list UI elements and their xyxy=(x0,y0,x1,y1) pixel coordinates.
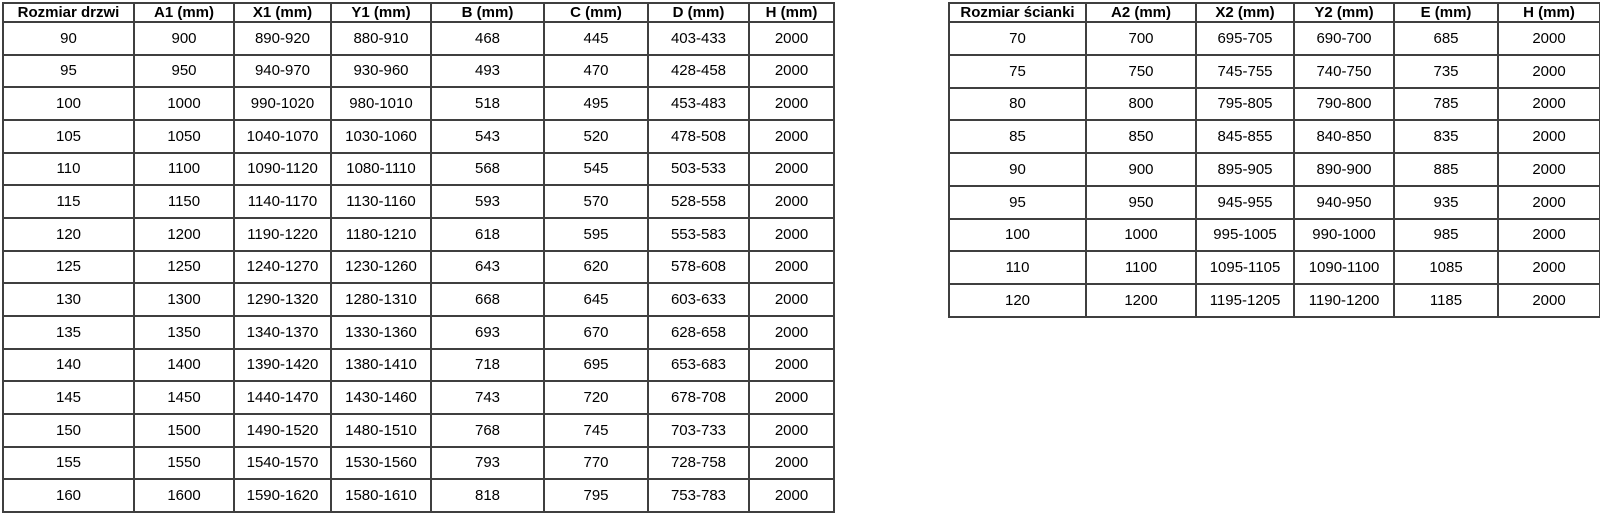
table-cell: 1150 xyxy=(134,185,234,218)
table-cell: 695-705 xyxy=(1196,22,1294,55)
table-cell: 685 xyxy=(1394,22,1498,55)
table-cell: 1230-1260 xyxy=(331,251,431,284)
table-cell: 728-758 xyxy=(648,447,749,480)
table-cell: 795-805 xyxy=(1196,88,1294,121)
table-cell: 90 xyxy=(3,22,134,55)
header-row xyxy=(949,3,1600,22)
table-cell: 1580-1610 xyxy=(331,479,431,512)
table-cell: 125 xyxy=(3,251,134,284)
table-cell: 100 xyxy=(949,219,1086,252)
table-row xyxy=(949,219,1600,252)
table-cell: 570 xyxy=(544,185,648,218)
table-cell: 115 xyxy=(3,185,134,218)
table-cell: 1550 xyxy=(134,447,234,480)
table-cell: 735 xyxy=(1394,55,1498,88)
table-cell: 1100 xyxy=(1086,251,1196,284)
table-cell: 935 xyxy=(1394,186,1498,219)
table-cell: 1540-1570 xyxy=(234,447,331,480)
column-header: X2 (mm) xyxy=(1196,3,1294,22)
table-row xyxy=(949,251,1600,284)
table-cell: 145 xyxy=(3,381,134,414)
table-cell: 2000 xyxy=(749,316,834,349)
table-cell: 2000 xyxy=(1498,186,1600,219)
table-cell: 768 xyxy=(431,414,544,447)
table-cell: 140 xyxy=(3,349,134,382)
table-cell: 980-1010 xyxy=(331,87,431,120)
table-cell: 1390-1420 xyxy=(234,349,331,382)
table-cell: 1240-1270 xyxy=(234,251,331,284)
table-cell: 110 xyxy=(3,153,134,186)
table-cell: 753-783 xyxy=(648,479,749,512)
table-cell: 1090-1100 xyxy=(1294,251,1394,284)
table-cell: 2000 xyxy=(1498,251,1600,284)
table-cell: 1200 xyxy=(1086,284,1196,317)
table-cell: 1280-1310 xyxy=(331,283,431,316)
table-cell: 85 xyxy=(949,120,1086,153)
table-cell: 1030-1060 xyxy=(331,120,431,153)
table-cell: 518 xyxy=(431,87,544,120)
table-cell: 990-1000 xyxy=(1294,219,1394,252)
table-cell: 795 xyxy=(544,479,648,512)
table-cell: 785 xyxy=(1394,88,1498,121)
table-cell: 105 xyxy=(3,120,134,153)
table-cell: 2000 xyxy=(749,153,834,186)
table-cell: 1330-1360 xyxy=(331,316,431,349)
table-cell: 2000 xyxy=(749,87,834,120)
table-row xyxy=(3,381,834,414)
table-cell: 703-733 xyxy=(648,414,749,447)
table-cell: 618 xyxy=(431,218,544,251)
table-cell: 503-533 xyxy=(648,153,749,186)
table-row xyxy=(3,251,834,284)
table-cell: 578-608 xyxy=(648,251,749,284)
column-header: Rozmiar ścianki xyxy=(949,3,1086,22)
table-cell: 620 xyxy=(544,251,648,284)
table-cell: 1250 xyxy=(134,251,234,284)
table-row xyxy=(949,153,1600,186)
table-cell: 695 xyxy=(544,349,648,382)
table-cell: 885 xyxy=(1394,153,1498,186)
table-cell: 985 xyxy=(1394,219,1498,252)
table-cell: 1185 xyxy=(1394,284,1498,317)
table-cell: 745-755 xyxy=(1196,55,1294,88)
table-cell: 793 xyxy=(431,447,544,480)
table-cell: 890-920 xyxy=(234,22,331,55)
table-cell: 1600 xyxy=(134,479,234,512)
table-cell: 1400 xyxy=(134,349,234,382)
table-row xyxy=(949,55,1600,88)
table-cell: 543 xyxy=(431,120,544,153)
table-cell: 1050 xyxy=(134,120,234,153)
table-cell: 643 xyxy=(431,251,544,284)
table-cell: 160 xyxy=(3,479,134,512)
table-row xyxy=(3,153,834,186)
table-cell: 1080-1110 xyxy=(331,153,431,186)
table-cell: 1190-1200 xyxy=(1294,284,1394,317)
table-cell: 930-960 xyxy=(331,55,431,88)
table-cell: 1440-1470 xyxy=(234,381,331,414)
table-cell: 135 xyxy=(3,316,134,349)
table-cell: 1000 xyxy=(134,87,234,120)
table-cell: 2000 xyxy=(749,120,834,153)
table-cell: 653-683 xyxy=(648,349,749,382)
table-cell: 720 xyxy=(544,381,648,414)
table-cell: 1500 xyxy=(134,414,234,447)
table-row xyxy=(3,22,834,55)
column-header: H (mm) xyxy=(1498,3,1600,22)
column-header: X1 (mm) xyxy=(234,3,331,22)
table-cell: 2000 xyxy=(749,22,834,55)
table-cell: 2000 xyxy=(749,251,834,284)
table-cell: 468 xyxy=(431,22,544,55)
table-cell: 850 xyxy=(1086,120,1196,153)
table-cell: 740-750 xyxy=(1294,55,1394,88)
table-cell: 2000 xyxy=(1498,22,1600,55)
table-cell: 1090-1120 xyxy=(234,153,331,186)
table-cell: 495 xyxy=(544,87,648,120)
table-cell: 668 xyxy=(431,283,544,316)
table-cell: 678-708 xyxy=(648,381,749,414)
table-row xyxy=(3,479,834,512)
table-cell: 1190-1220 xyxy=(234,218,331,251)
table-cell: 880-910 xyxy=(331,22,431,55)
table-cell: 2000 xyxy=(749,414,834,447)
table-cell: 553-583 xyxy=(648,218,749,251)
table-cell: 743 xyxy=(431,381,544,414)
table-cell: 2000 xyxy=(749,218,834,251)
table-cell: 2000 xyxy=(749,283,834,316)
table-cell: 150 xyxy=(3,414,134,447)
table-cell: 1430-1460 xyxy=(331,381,431,414)
table-cell: 770 xyxy=(544,447,648,480)
table-cell: 800 xyxy=(1086,88,1196,121)
table-cell: 1200 xyxy=(134,218,234,251)
table-cell: 1340-1370 xyxy=(234,316,331,349)
column-header: E (mm) xyxy=(1394,3,1498,22)
table-cell: 840-850 xyxy=(1294,120,1394,153)
table-cell: 595 xyxy=(544,218,648,251)
table-cell: 940-970 xyxy=(234,55,331,88)
table-cell: 2000 xyxy=(749,349,834,382)
table-cell: 700 xyxy=(1086,22,1196,55)
column-header: Y1 (mm) xyxy=(331,3,431,22)
table-row xyxy=(949,22,1600,55)
table-cell: 403-433 xyxy=(648,22,749,55)
table-cell: 745 xyxy=(544,414,648,447)
table-cell: 1480-1510 xyxy=(331,414,431,447)
table-cell: 940-950 xyxy=(1294,186,1394,219)
table-cell: 2000 xyxy=(1498,55,1600,88)
table-cell: 1180-1210 xyxy=(331,218,431,251)
column-header: B (mm) xyxy=(431,3,544,22)
table-cell: 520 xyxy=(544,120,648,153)
table-row xyxy=(3,55,834,88)
table-cell: 900 xyxy=(134,22,234,55)
table-cell: 950 xyxy=(1086,186,1196,219)
table-cell: 120 xyxy=(3,218,134,251)
table-cell: 568 xyxy=(431,153,544,186)
table-cell: 1130-1160 xyxy=(331,185,431,218)
table-cell: 2000 xyxy=(749,55,834,88)
column-header: D (mm) xyxy=(648,3,749,22)
table-cell: 2000 xyxy=(1498,284,1600,317)
table-cell: 945-955 xyxy=(1196,186,1294,219)
table-row xyxy=(949,284,1600,317)
table-cell: 1380-1410 xyxy=(331,349,431,382)
table-cell: 845-855 xyxy=(1196,120,1294,153)
table-cell: 110 xyxy=(949,251,1086,284)
table-cell: 95 xyxy=(949,186,1086,219)
column-header: A2 (mm) xyxy=(1086,3,1196,22)
column-header: A1 (mm) xyxy=(134,3,234,22)
table-cell: 2000 xyxy=(1498,88,1600,121)
table-cell: 1095-1105 xyxy=(1196,251,1294,284)
table-row xyxy=(949,120,1600,153)
wall-size-table xyxy=(948,2,1600,318)
table-cell: 130 xyxy=(3,283,134,316)
table-cell: 1590-1620 xyxy=(234,479,331,512)
table-row xyxy=(3,185,834,218)
table-cell: 528-558 xyxy=(648,185,749,218)
door-size-table xyxy=(2,2,835,513)
table-cell: 1100 xyxy=(134,153,234,186)
table-cell: 1490-1520 xyxy=(234,414,331,447)
column-header: Y2 (mm) xyxy=(1294,3,1394,22)
table-cell: 890-900 xyxy=(1294,153,1394,186)
table-cell: 790-800 xyxy=(1294,88,1394,121)
table-row xyxy=(949,88,1600,121)
table-cell: 1530-1560 xyxy=(331,447,431,480)
table-cell: 2000 xyxy=(1498,120,1600,153)
table-cell: 990-1020 xyxy=(234,87,331,120)
table-cell: 1195-1205 xyxy=(1196,284,1294,317)
table-cell: 1300 xyxy=(134,283,234,316)
column-header: H (mm) xyxy=(749,3,834,22)
table-cell: 2000 xyxy=(1498,219,1600,252)
table-cell: 2000 xyxy=(1498,153,1600,186)
table-cell: 1290-1320 xyxy=(234,283,331,316)
table-cell: 445 xyxy=(544,22,648,55)
table-row xyxy=(3,414,834,447)
table-cell: 1450 xyxy=(134,381,234,414)
table-row xyxy=(3,447,834,480)
table-cell: 1085 xyxy=(1394,251,1498,284)
table-cell: 95 xyxy=(3,55,134,88)
table-cell: 628-658 xyxy=(648,316,749,349)
table-cell: 2000 xyxy=(749,479,834,512)
table-row xyxy=(3,218,834,251)
table-cell: 120 xyxy=(949,284,1086,317)
table-cell: 895-905 xyxy=(1196,153,1294,186)
table-cell: 1040-1070 xyxy=(234,120,331,153)
table-cell: 670 xyxy=(544,316,648,349)
header-row xyxy=(3,3,834,22)
table-cell: 690-700 xyxy=(1294,22,1394,55)
table-cell: 155 xyxy=(3,447,134,480)
table-cell: 75 xyxy=(949,55,1086,88)
table-cell: 995-1005 xyxy=(1196,219,1294,252)
table-row xyxy=(3,120,834,153)
table-cell: 100 xyxy=(3,87,134,120)
table-cell: 1350 xyxy=(134,316,234,349)
table-cell: 900 xyxy=(1086,153,1196,186)
table-cell: 2000 xyxy=(749,381,834,414)
table-row xyxy=(949,186,1600,219)
table-cell: 2000 xyxy=(749,447,834,480)
table-cell: 453-483 xyxy=(648,87,749,120)
column-header: C (mm) xyxy=(544,3,648,22)
table-cell: 593 xyxy=(431,185,544,218)
table-cell: 428-458 xyxy=(648,55,749,88)
table-cell: 718 xyxy=(431,349,544,382)
table-cell: 2000 xyxy=(749,185,834,218)
table-cell: 693 xyxy=(431,316,544,349)
table-cell: 950 xyxy=(134,55,234,88)
table-cell: 1140-1170 xyxy=(234,185,331,218)
table-cell: 478-508 xyxy=(648,120,749,153)
table-cell: 470 xyxy=(544,55,648,88)
table-row xyxy=(3,316,834,349)
table-cell: 90 xyxy=(949,153,1086,186)
table-cell: 80 xyxy=(949,88,1086,121)
table-cell: 835 xyxy=(1394,120,1498,153)
table-cell: 493 xyxy=(431,55,544,88)
table-cell: 818 xyxy=(431,479,544,512)
table-cell: 750 xyxy=(1086,55,1196,88)
table-row xyxy=(3,349,834,382)
column-header: Rozmiar drzwi xyxy=(3,3,134,22)
table-row xyxy=(3,87,834,120)
table-cell: 545 xyxy=(544,153,648,186)
table-cell: 645 xyxy=(544,283,648,316)
table-cell: 603-633 xyxy=(648,283,749,316)
table-row xyxy=(3,283,834,316)
table-cell: 70 xyxy=(949,22,1086,55)
table-cell: 1000 xyxy=(1086,219,1196,252)
